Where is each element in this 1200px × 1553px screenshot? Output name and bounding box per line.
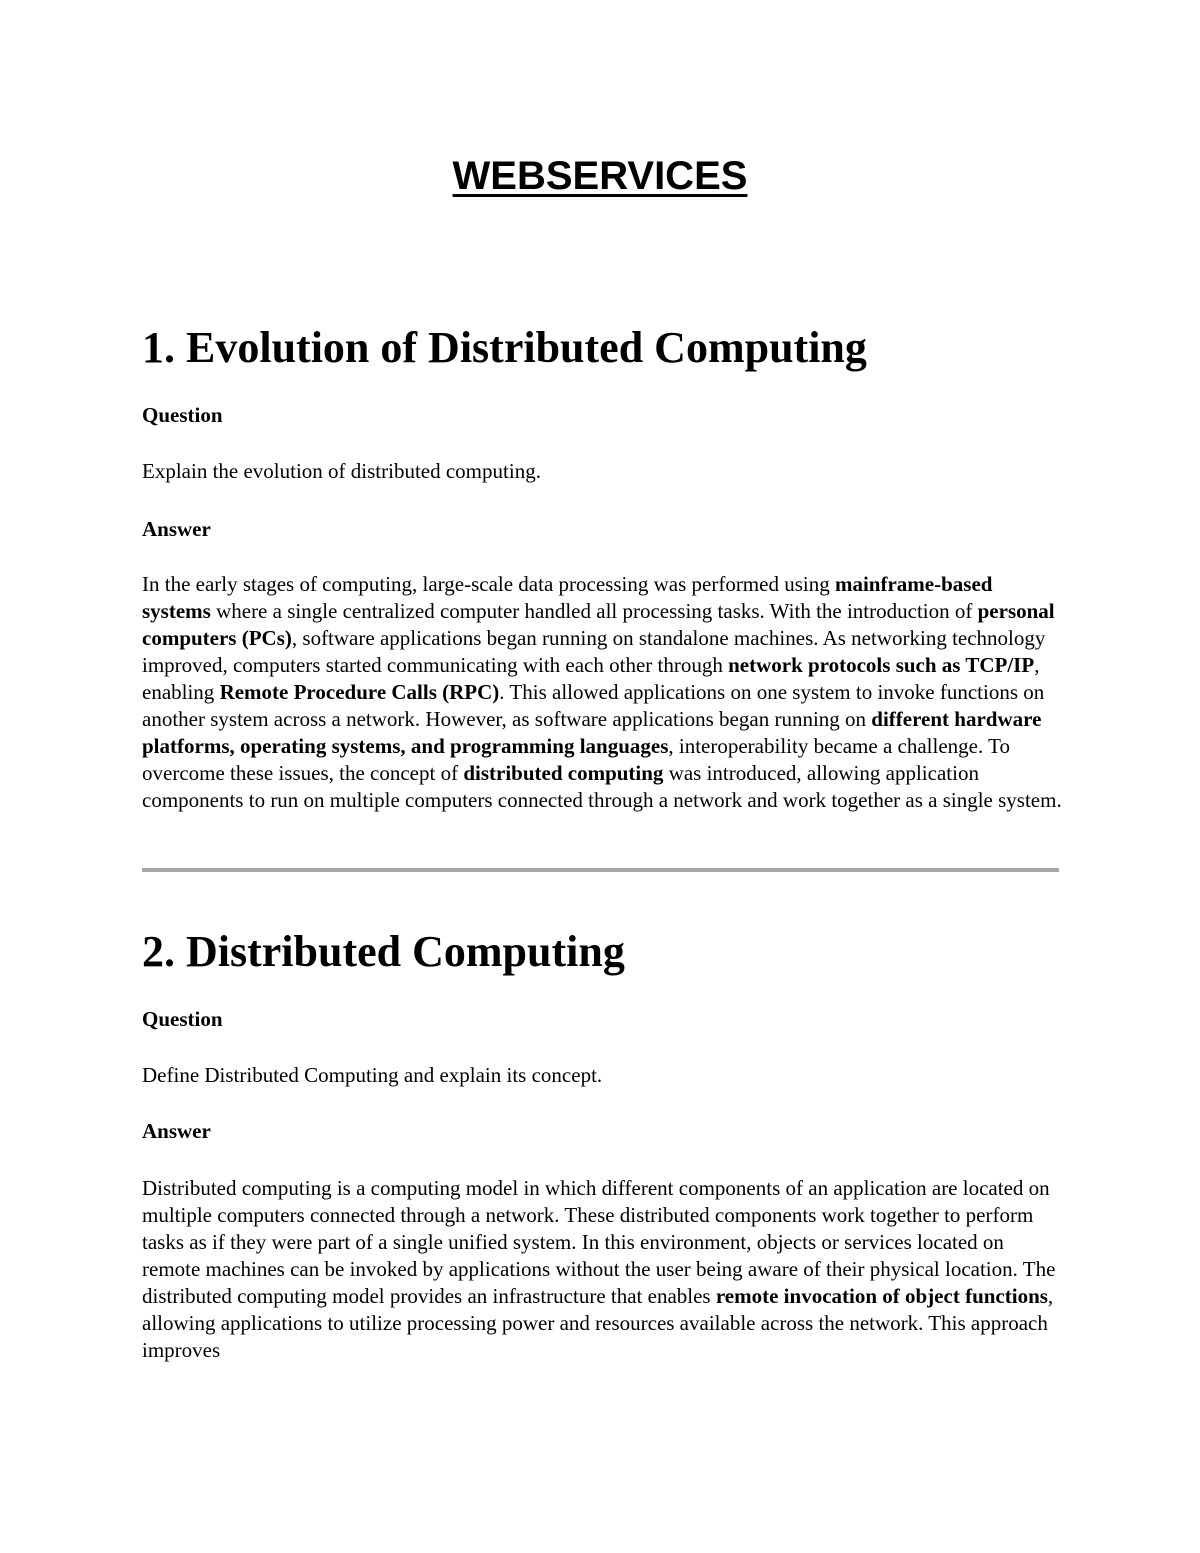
text-run: was introduced, allowing application components to run on multiple computers connected through a network and work together as a single system. xyxy=(142,761,1062,812)
text-run: , interoperability became a challenge. To overcome these issues, the concept of xyxy=(142,734,1010,785)
answer-text xyxy=(142,571,1062,814)
section-heading: 2. Distributed Computing xyxy=(142,927,625,976)
bold-term: remote invocation of object functions xyxy=(715,1284,1048,1308)
answer-text xyxy=(142,1175,1062,1364)
question-label: Question xyxy=(142,1007,223,1031)
section-heading: 1. Evolution of Distributed Computing xyxy=(142,323,867,372)
question-text: Define Distributed Computing and explain its concept. xyxy=(142,1063,603,1087)
answer-label: Answer xyxy=(142,1119,211,1143)
text-run: , enabling xyxy=(142,653,1040,704)
section-distributed-computing xyxy=(142,926,1062,1396)
section-divider xyxy=(142,868,1059,872)
bold-term: Remote Procedure Calls (RPC) xyxy=(219,680,500,704)
question-text: Explain the evolution of distributed computing. xyxy=(142,459,541,483)
text-run: , software applications began running on standalone machines. As networking technology improved, computers started communicating with each other through xyxy=(142,626,1046,677)
document-title: WEBSERVICES xyxy=(452,154,748,198)
bold-term: different hardware platforms, operating systems, and programming languages xyxy=(142,707,1042,758)
answer-label: Answer xyxy=(142,517,211,541)
text-run: . This allowed applications on one system to invoke functions on another system across a network. However, as software applications began running on xyxy=(142,680,1045,731)
bold-term: personal computers (PCs) xyxy=(142,599,1055,650)
bold-term: mainframe-based systems xyxy=(142,572,993,623)
bold-term: distributed computing xyxy=(463,761,664,785)
question-label: Question xyxy=(142,403,223,427)
section-evolution xyxy=(142,322,1062,842)
text-run: , allowing applications to utilize processing power and resources available across the network. This approach improves xyxy=(142,1284,1054,1362)
bold-term: network protocols such as TCP/IP xyxy=(728,653,1035,677)
text-run: Distributed computing is a computing model in which different components of an application are located on multiple computers connected through a network. These distributed components work together to perform tasks as if they were part of a single unified system. In this environment, objects or services located on remote machines can be invoked by applications without the user being aware of their physical location. The distributed computing model provides an infrastructure that enables xyxy=(142,1176,1056,1308)
text-run: In the early stages of computing, large-scale data processing was performed using xyxy=(142,572,835,596)
text-run: where a single centralized computer handled all processing tasks. With the introduction of xyxy=(210,599,978,623)
